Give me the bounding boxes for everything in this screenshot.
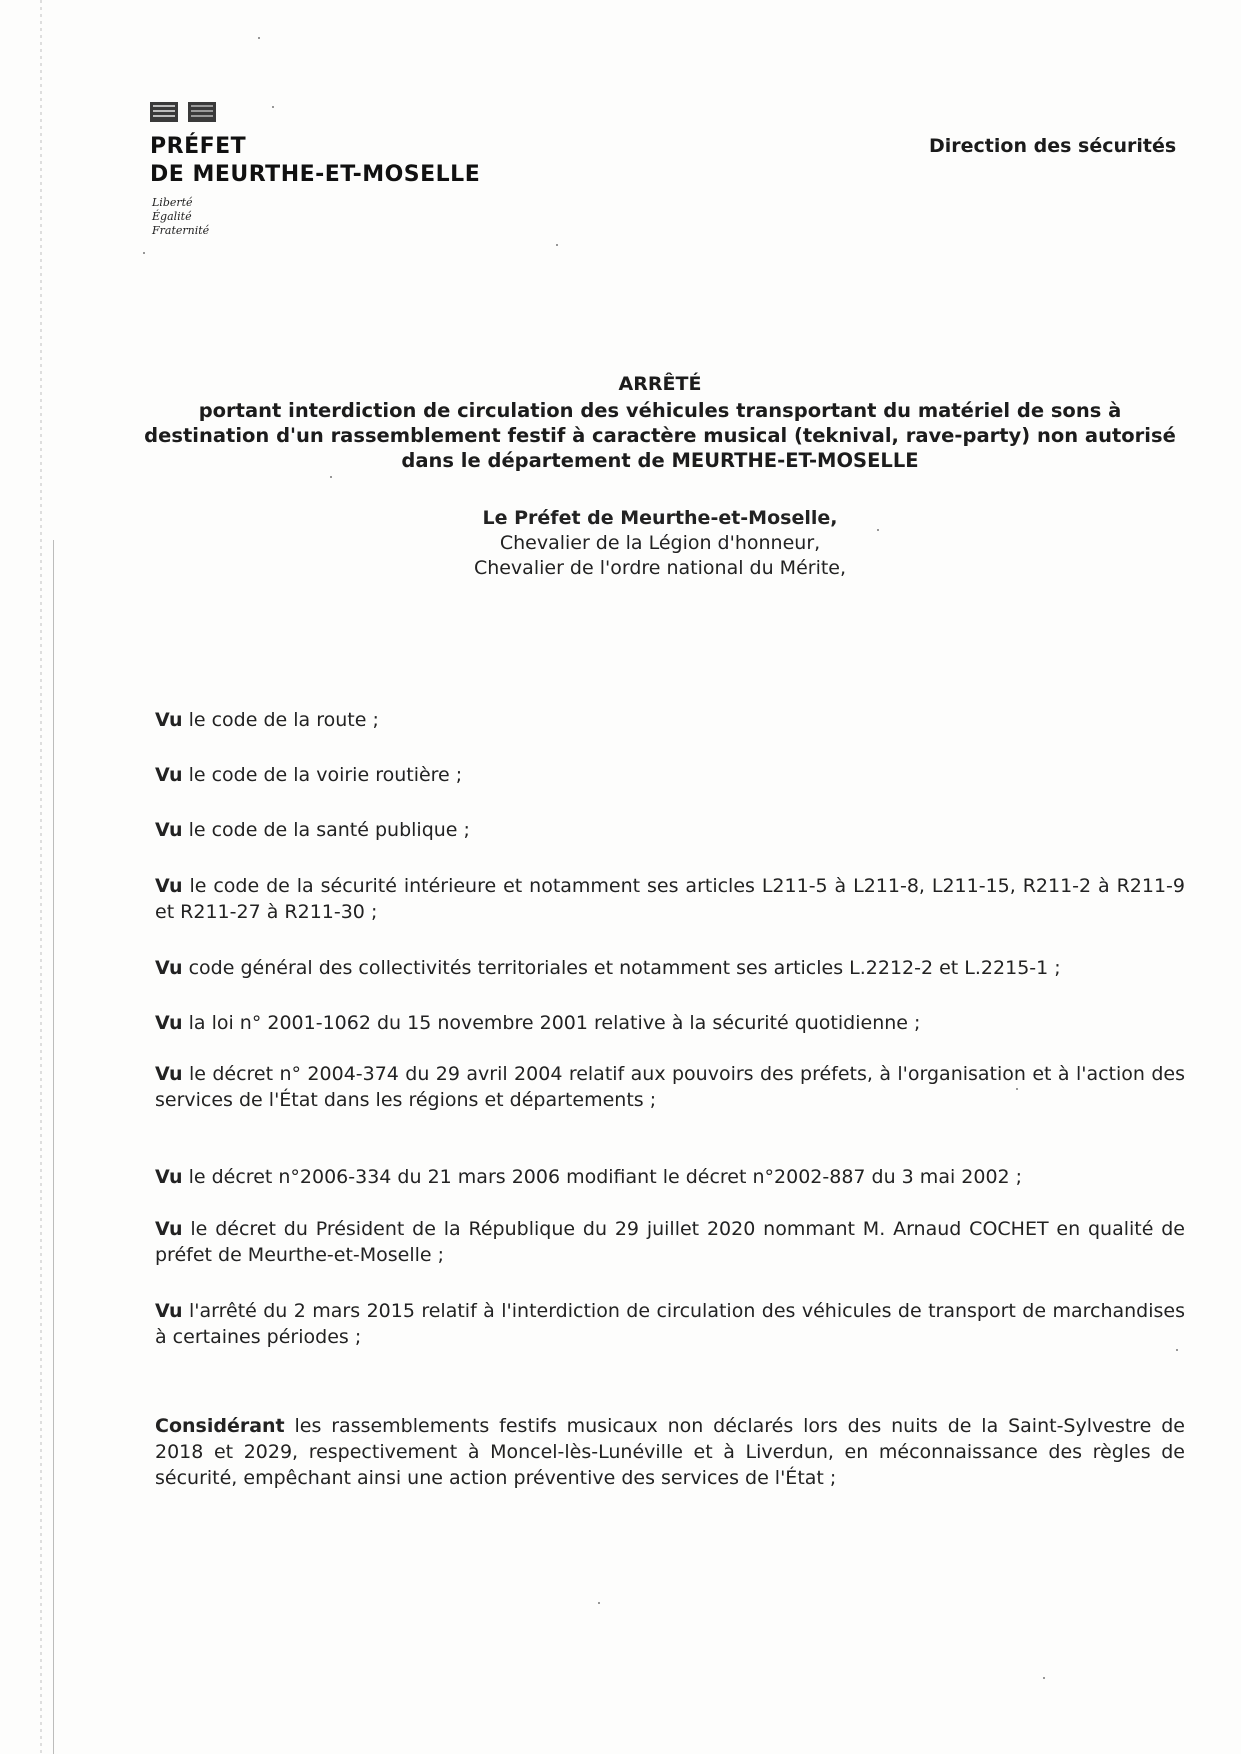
scan-speck <box>1176 1349 1178 1351</box>
scan-speck <box>598 1602 600 1604</box>
scan-speck <box>143 252 145 254</box>
visa-text: le décret du Président de la République du 29 juillet 2020 nommant M. Arnaud COCHET en qualité de préfet de Meurthe-et-Moselle ; <box>155 1218 1185 1266</box>
scan-edge-artifact <box>40 0 42 1754</box>
visa-paragraph <box>155 955 1185 981</box>
scan-speck <box>556 244 558 246</box>
visa-lead: Vu <box>155 957 183 979</box>
visa-paragraph <box>155 1298 1185 1350</box>
direction-label: Direction des sécurités <box>929 135 1177 157</box>
visa-text: le code de la sécurité intérieure et notamment ses articles L211-5 à L211-8, L211-15, R211-2 à R211-9 et R211-27 à R211-30 ; <box>155 875 1185 923</box>
visa-text: le code de la route ; <box>182 709 379 731</box>
arrete-title-block <box>130 372 1190 473</box>
republic-motto <box>152 196 209 238</box>
visa-lead: Vu <box>155 1012 183 1034</box>
visa-paragraph <box>155 1061 1185 1113</box>
scan-speck <box>258 37 260 39</box>
marianne-logo-icon <box>150 102 216 122</box>
visa-paragraph <box>155 1010 1185 1036</box>
visa-lead: Vu <box>155 819 183 841</box>
visa-paragraph <box>155 707 1185 733</box>
scan-edge-line <box>53 540 54 1754</box>
visa-lead: Vu <box>155 1166 183 1188</box>
visa-lead: Vu <box>155 1300 183 1322</box>
prefet-line-2: DE MEURTHE-ET-MOSELLE <box>150 162 481 187</box>
visa-lead: Vu <box>155 709 183 731</box>
visa-paragraph <box>155 1164 1185 1190</box>
visa-text: code général des collectivités territoriales et notamment ses articles L.2212-2 et L.2215-1 ; <box>182 957 1061 979</box>
visa-paragraph <box>155 762 1185 788</box>
visa-lead: Vu <box>155 1063 183 1085</box>
prefet-name: Le Préfet de Meurthe-et-Moselle, <box>482 507 838 529</box>
scan-speck <box>1016 1088 1018 1090</box>
prefet-block-title <box>150 133 480 189</box>
motto-liberte: Liberté <box>152 196 193 209</box>
visa-paragraph <box>155 873 1185 925</box>
title-line: destination d'un rassemblement festif à caractère musical (teknival, rave-party) non autorisé <box>144 424 1176 447</box>
considerant-text: les rassemblements festifs musicaux non déclarés lors des nuits de la Saint-Sylvestre de 2018 et 2029, respectivement à Moncel-lès-Lunéville et à Liverdun, en méconnaissance des règles de sécurité, empêchant ainsi une action préventive des services de l'État ; <box>155 1415 1185 1489</box>
authority-title: Chevalier de l'ordre national du Mérite, <box>473 557 847 579</box>
visa-paragraph <box>155 1216 1185 1268</box>
motto-fraternite: Fraternité <box>152 224 210 237</box>
visa-text: le décret n°2006-334 du 21 mars 2006 modifiant le décret n°2002-887 du 3 mai 2002 ; <box>182 1166 1023 1188</box>
visa-lead: Vu <box>155 764 183 786</box>
scan-speck <box>330 476 332 478</box>
considerant-paragraph <box>155 1413 1185 1491</box>
visa-text: l'arrêté du 2 mars 2015 relatif à l'interdiction de circulation des véhicules de transport de marchandises à certaines périodes ; <box>155 1300 1185 1348</box>
scan-speck <box>877 529 879 531</box>
title-line: portant interdiction de circulation des véhicules transportant du matériel de sons à <box>198 399 1122 422</box>
visa-text: le code de la voirie routière ; <box>182 764 463 786</box>
visa-lead: Vu <box>155 875 183 897</box>
motto-egalite: Égalité <box>152 210 192 223</box>
scan-speck <box>272 106 274 108</box>
scan-speck <box>1043 1677 1045 1679</box>
title-line: dans le département de MEURTHE-ET-MOSELLE <box>401 449 919 472</box>
authority-block <box>130 506 1190 581</box>
visa-lead: Vu <box>155 1218 183 1240</box>
authority-title: Chevalier de la Légion d'honneur, <box>499 532 821 554</box>
considerant-lead: Considérant <box>155 1415 285 1437</box>
visa-text: le code de la santé publique ; <box>182 819 470 841</box>
prefet-line-1: PRÉFET <box>150 134 247 159</box>
arrete-heading: ARRÊTÉ <box>618 373 702 395</box>
visa-text: la loi n° 2001-1062 du 15 novembre 2001 relative à la sécurité quotidienne ; <box>182 1012 921 1034</box>
visa-paragraph <box>155 817 1185 843</box>
visa-text: le décret n° 2004-374 du 29 avril 2004 relatif aux pouvoirs des préfets, à l'organisation et à l'action des services de l'État dans les régions et départements ; <box>155 1063 1185 1111</box>
